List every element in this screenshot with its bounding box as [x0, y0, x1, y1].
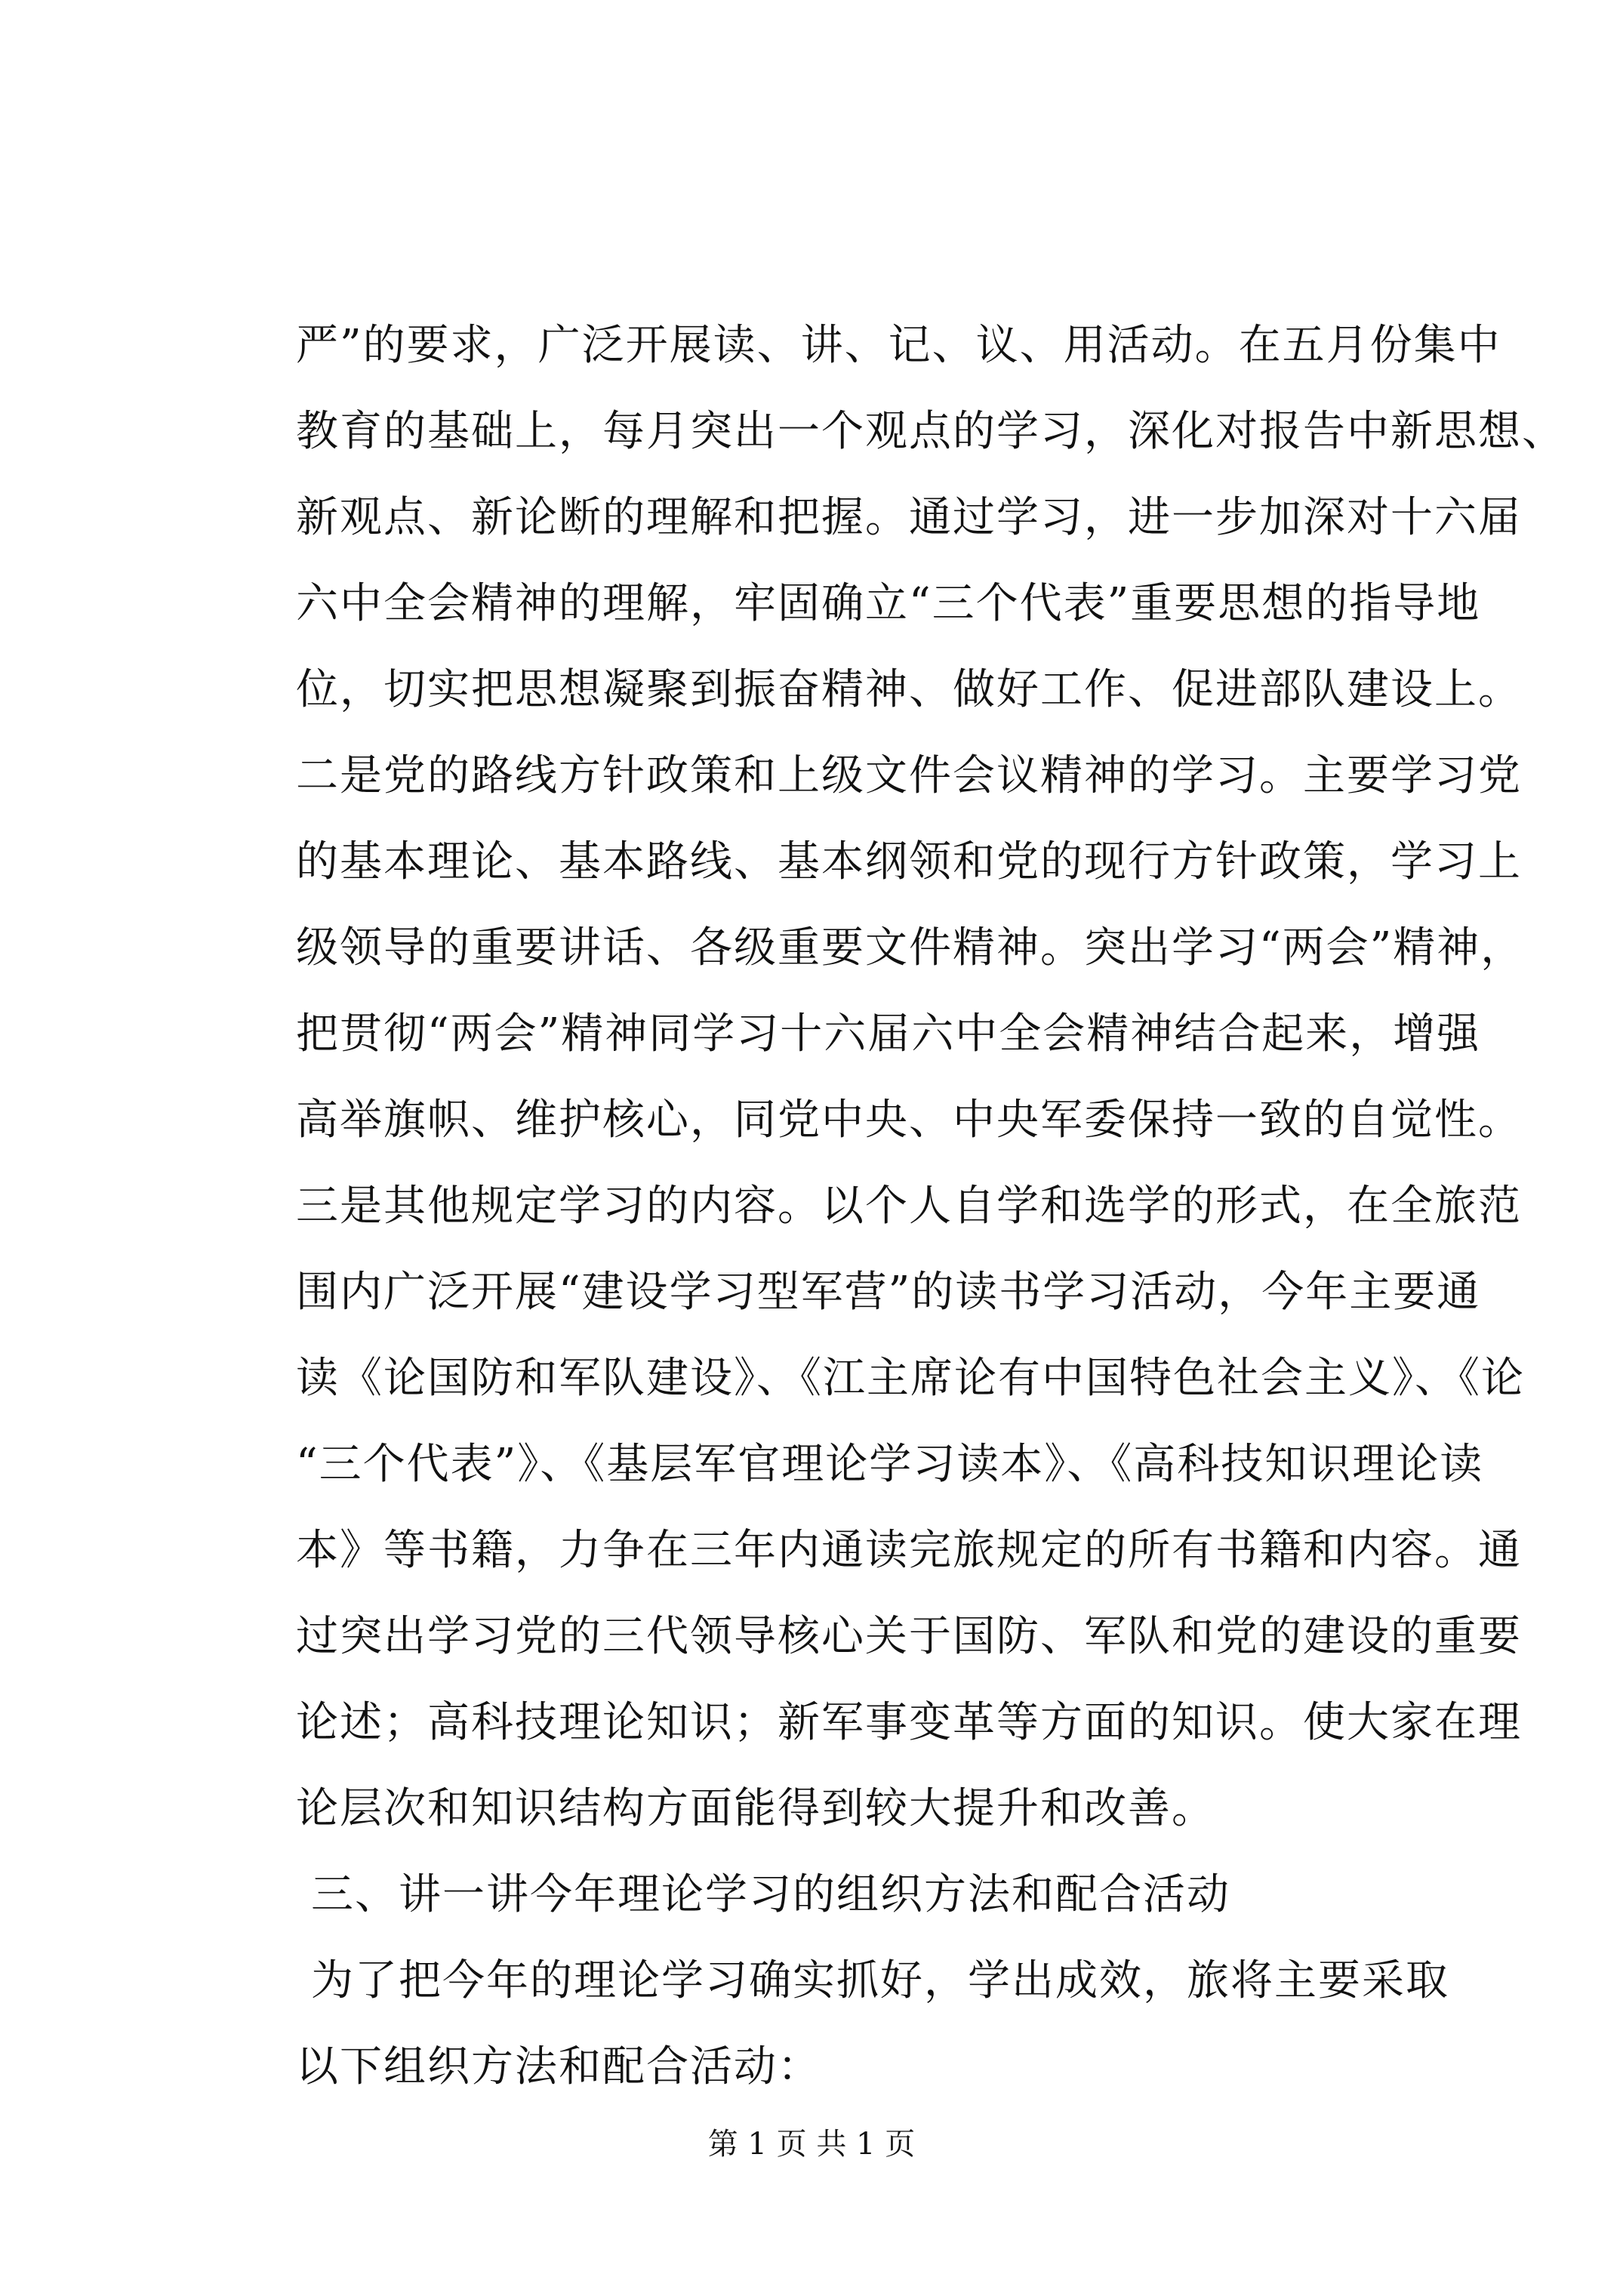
- body-line: 论层次和知识结构方面能得到较大提升和改善。: [296, 1784, 1215, 1833]
- body-line: 三是其他规定学习的内容。以个人自学和选学的形式，在全旅范: [296, 1182, 1522, 1231]
- body-line: 的基本理论、基本路线、基本纲领和党的现行方针政策，学习上: [296, 837, 1522, 886]
- body-line: 教育的基础上，每月突出一个观点的学习，深化对报告中新思想、: [296, 407, 1566, 456]
- page-footer: 第 1 页 共 1 页: [707, 2127, 916, 2162]
- body-line: “三个代表”》、《基层军官理论学习读本》、《高科技知识理论读: [296, 1440, 1484, 1489]
- body-line: 围内广泛开展“建设学习型军营”的读书学习活动，今年主要通: [296, 1268, 1481, 1317]
- body-line: 过突出学习党的三代领导核心关于国防、军队和党的建设的重要: [296, 1612, 1522, 1661]
- body-line: 严”的要求，广泛开展读、讲、记、议、用活动。在五月份集中: [296, 321, 1501, 370]
- body-line: 位，切实把思想凝聚到振奋精神、做好工作、促进部队建设上。: [296, 665, 1522, 714]
- body-line: 论述；高科技理论知识；新军事变革等方面的知识。使大家在理: [296, 1698, 1522, 1747]
- body-line: 把贯彻“两会”精神同学习十六届六中全会精神结合起来，增强: [296, 1009, 1481, 1059]
- body-line: 为了把今年的理论学习确实抓好，学出成效，旅将主要采取: [311, 1956, 1449, 2005]
- body-line: 二是党的路线方针政策和上级文件会议精神的学习。主要学习党: [296, 751, 1522, 800]
- body-line: 本》等书籍，力争在三年内通读完旅规定的所有书籍和内容。通: [296, 1526, 1522, 1575]
- section-heading: 三、讲一讲今年理论学习的组织方法和配合活动: [311, 1870, 1230, 1919]
- body-line: 以下组织方法和配合活动：: [296, 2042, 821, 2091]
- body-line: 读《论国防和军队建设》、《江主席论有中国特色社会主义》、《论: [296, 1354, 1525, 1403]
- body-line: 新观点、新论断的理解和把握。通过学习，进一步加深对十六届: [296, 493, 1522, 542]
- body-line: 六中全会精神的理解，牢固确立“三个代表”重要思想的指导地: [296, 579, 1481, 628]
- body-line: 高举旗帜、维护核心，同党中央、中央军委保持一致的自觉性。: [296, 1096, 1522, 1145]
- body-line: 级领导的重要讲话、各级重要文件精神。突出学习“两会”精神，: [296, 923, 1525, 972]
